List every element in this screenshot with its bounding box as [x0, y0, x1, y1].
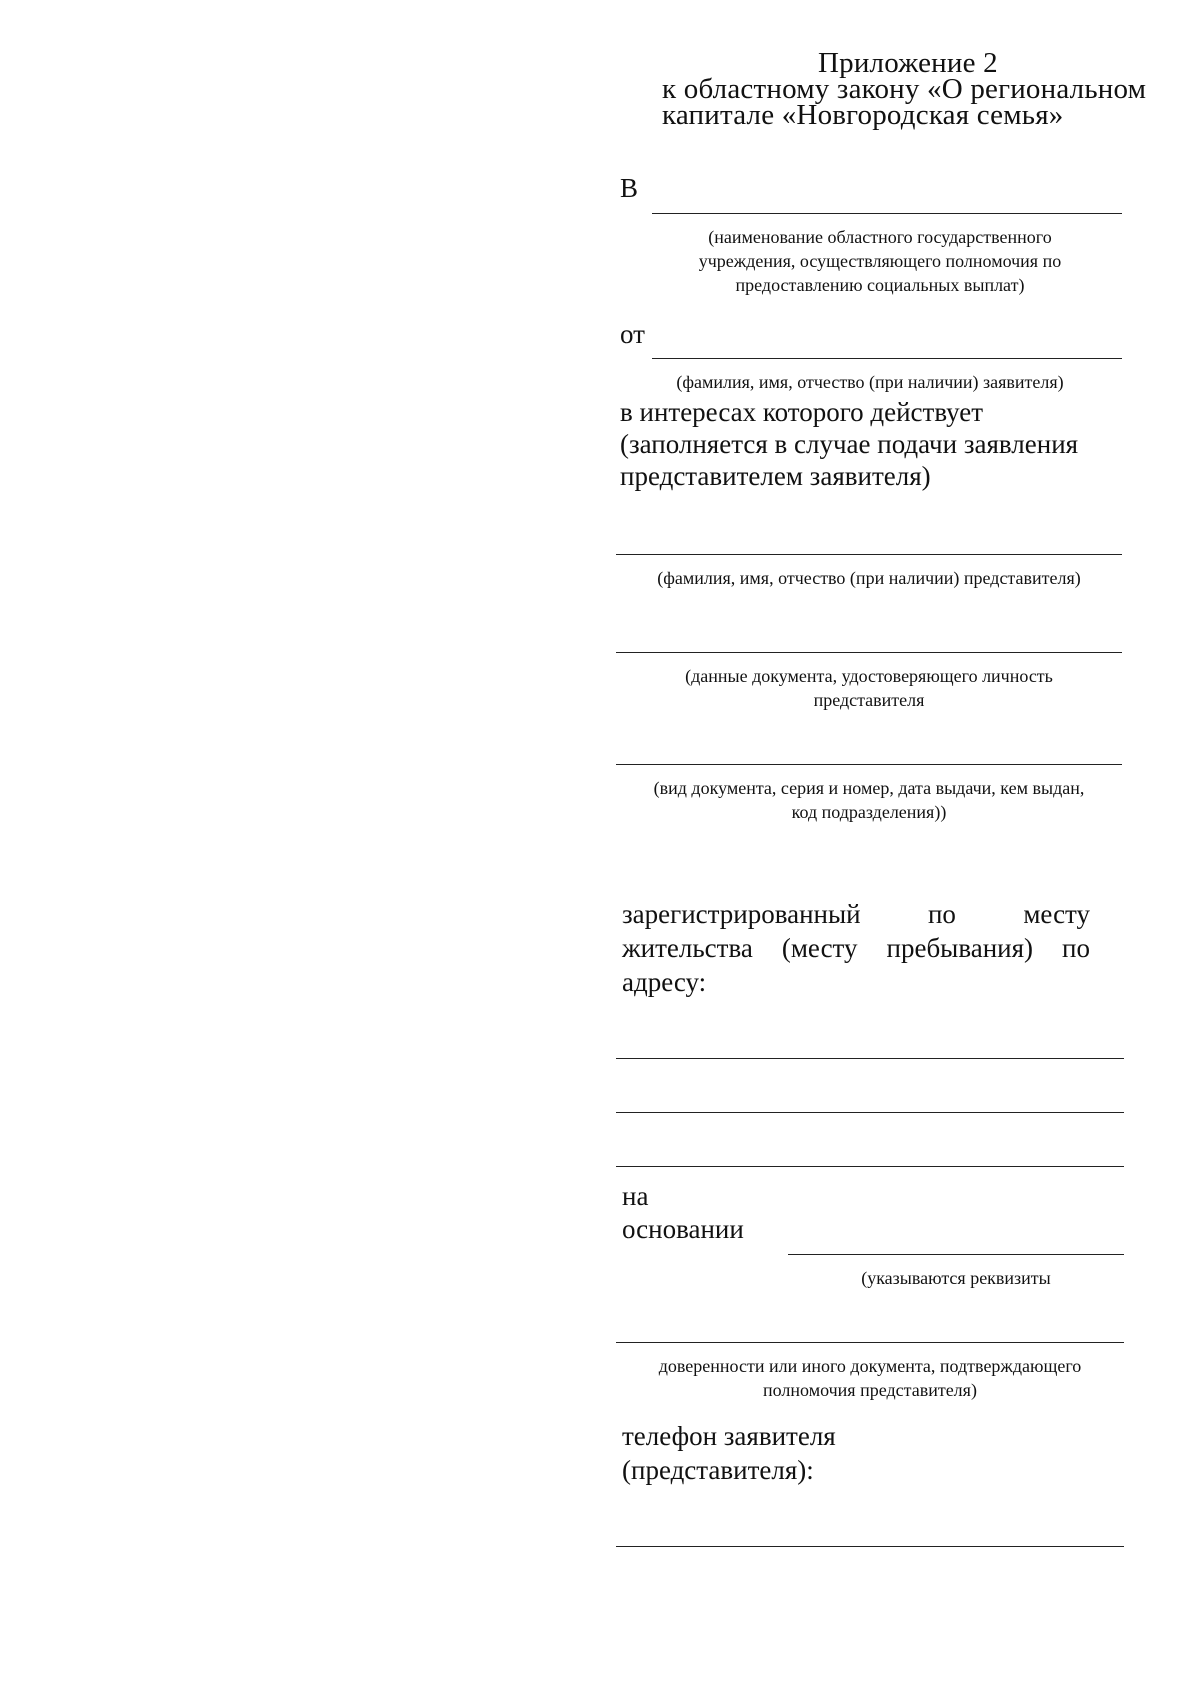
address-field-line-3[interactable] — [616, 1166, 1124, 1167]
basis-label-2: основании — [622, 1214, 744, 1244]
appendix-law-ref: к областному закону «О региональном — [662, 73, 1147, 105]
from-field-line[interactable] — [652, 358, 1122, 359]
registered-line-1 — [622, 898, 1090, 930]
registered-line-2 — [622, 932, 1090, 964]
doc-type-caption-line-1: (вид документа, серия и номер, дата выдачи, кем выдан, — [653, 778, 1085, 798]
registered-line-3: адресу: — [622, 967, 707, 997]
to-field-line[interactable] — [652, 213, 1122, 214]
basis-caption-1: (указываются реквизиты — [861, 1268, 1051, 1288]
rep-doc-field-line[interactable] — [616, 652, 1122, 653]
rep-doc-caption-line-1: (данные документа, удостоверяющего личность — [685, 666, 1053, 686]
phone-field-line[interactable] — [616, 1546, 1124, 1547]
basis-caption-2-line-1: доверенности или иного документа, подтверждающего — [658, 1356, 1082, 1376]
interest-line-2: (заполняется в случае подачи заявления — [620, 429, 1079, 459]
address-field-line-1[interactable] — [616, 1058, 1124, 1059]
address-field-line-2[interactable] — [616, 1112, 1124, 1113]
rep-name-caption: (фамилия, имя, отчество (при наличии) представителя) — [657, 568, 1081, 588]
rep-doc-caption-line-2: представителя — [813, 690, 925, 710]
doc-type-field-line[interactable] — [616, 764, 1122, 765]
registered-word: зарегистрированный — [622, 899, 861, 929]
registered-word: (месту — [781, 933, 858, 963]
basis-field-line-2[interactable] — [616, 1342, 1124, 1343]
appendix-number: Приложение 2 — [818, 47, 998, 79]
registered-word: месту — [1023, 899, 1090, 929]
registered-word: по — [1062, 933, 1090, 963]
to-caption-line-3: предоставлению социальных выплат) — [735, 275, 1025, 295]
phone-label-2: (представителя): — [622, 1455, 814, 1485]
registered-word: жительства — [622, 933, 753, 963]
interest-line-3: представителем заявителя) — [620, 461, 931, 491]
basis-caption-2 — [616, 1354, 1124, 1402]
appendix-law-title: капитале «Новгородская семья» — [662, 99, 1064, 131]
to-caption — [640, 225, 1120, 297]
to-prefix: В — [620, 173, 639, 203]
registered-word: пребывания) — [886, 933, 1034, 963]
from-caption: (фамилия, имя, отчество (при наличии) заявителя) — [676, 372, 1064, 392]
basis-label-1: на — [622, 1181, 649, 1211]
doc-type-caption-line-2: код подразделения)) — [791, 802, 947, 822]
rep-name-field-line[interactable] — [616, 554, 1122, 555]
basis-field-line[interactable] — [788, 1254, 1124, 1255]
basis-caption-2-line-2: полномочия представителя) — [763, 1380, 977, 1400]
rep-doc-caption — [616, 664, 1122, 712]
phone-label-1: телефон заявителя — [622, 1421, 836, 1451]
doc-type-caption — [616, 776, 1122, 824]
to-caption-line-2: учреждения, осуществляющего полномочия по — [698, 251, 1062, 271]
interest-line-1: в интересах которого действует — [620, 397, 984, 427]
to-caption-line-1: (наименование областного государственного — [708, 227, 1052, 247]
registered-word: по — [927, 899, 956, 929]
from-prefix: от — [620, 319, 645, 349]
